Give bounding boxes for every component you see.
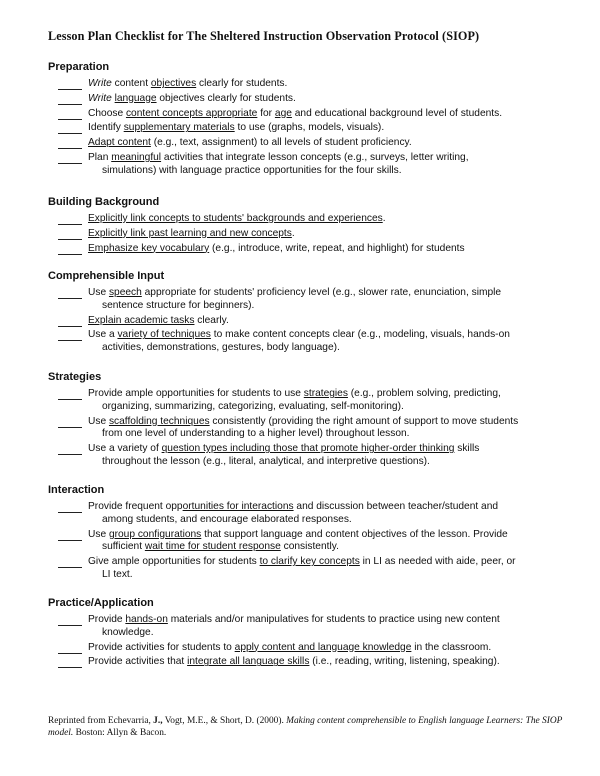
checklist-item: Explicitly link concepts to students' backgrounds and experiences. bbox=[48, 213, 588, 226]
checklist-item: Provide hands-on materials and/or manipulatives for students to practice using new content knowledge. bbox=[48, 614, 588, 640]
checkbox-blank[interactable] bbox=[58, 137, 82, 149]
checkbox-blank[interactable] bbox=[58, 501, 82, 513]
checkbox-blank[interactable] bbox=[58, 642, 82, 654]
checkbox-blank[interactable] bbox=[58, 443, 82, 455]
checklist-item: Provide activities that integrate all language skills (i.e., reading, writing, listening, speaking). bbox=[48, 656, 588, 669]
checklist-item: Emphasize key vocabulary (e.g., introduce, write, repeat, and highlight) for students bbox=[48, 243, 588, 256]
checkbox-blank[interactable] bbox=[58, 315, 82, 327]
checklist-item: Explicitly link past learning and new concepts. bbox=[48, 228, 588, 241]
section-interaction bbox=[48, 484, 588, 584]
checkbox-blank[interactable] bbox=[58, 329, 82, 341]
checklist-item: Provide ample opportunities for students to use strategies (e.g., problem solving, predicting, organizing, summarizing, categorizing, evaluating, self-monitoring). bbox=[48, 388, 588, 414]
checkbox-blank[interactable] bbox=[58, 228, 82, 240]
checkbox-blank[interactable] bbox=[58, 108, 82, 120]
checklist-item: Use scaffolding techniques consistently (providing the right amount of support to move students from one level of understanding to a higher level) throughout lesson. bbox=[48, 416, 588, 442]
checklist-item: Identify supplementary materials to use (graphs, models, visuals). bbox=[48, 122, 588, 135]
checkbox-blank[interactable] bbox=[58, 388, 82, 400]
checklist-item: Give ample opportunities for students to clarify key concepts in LI as needed with aide, peer, or LI text. bbox=[48, 556, 588, 582]
checkbox-blank[interactable] bbox=[58, 213, 82, 225]
checkbox-blank[interactable] bbox=[58, 287, 82, 299]
section-comprehensible-input bbox=[48, 270, 588, 357]
checklist-item: Explain academic tasks clearly. bbox=[48, 315, 588, 328]
section-building-background bbox=[48, 196, 588, 257]
checkbox-blank[interactable] bbox=[58, 529, 82, 541]
section-practice-application bbox=[48, 597, 588, 671]
checklist-item: Provide activities for students to apply content and language knowledge in the classroom. bbox=[48, 642, 588, 655]
section-heading: Practice/Application bbox=[48, 597, 154, 609]
checklist-item: Use speech appropriate for students' proficiency level (e.g., slower rate, enunciation, simple sentence structure for beginners). bbox=[48, 287, 588, 313]
checklist-item: Plan meaningful activities that integrate lesson concepts (e.g., surveys, letter writing, simulations) with language practice opportunities for the four skills. bbox=[48, 152, 588, 178]
checklist-item: Adapt content (e.g., text, assignment) to all levels of student proficiency. bbox=[48, 137, 588, 150]
section-heading: Comprehensible Input bbox=[48, 270, 165, 282]
checklist-item: Write language objectives clearly for students. bbox=[48, 93, 588, 106]
section-heading: Interaction bbox=[48, 484, 105, 496]
citation-footer: Reprinted from Echevarria, J., Vogt, M.E., & Short, D. (2000). Making content comprehensible to English language Learners: The SIOP model. Boston: Allyn & Bacon. bbox=[48, 716, 563, 738]
checkbox-blank[interactable] bbox=[58, 78, 82, 90]
section-heading: Preparation bbox=[48, 61, 110, 73]
checklist-item: Use a variety of techniques to make content concepts clear (e.g., modeling, visuals, hands-on activities, demonstrations, gestures, body language). bbox=[48, 329, 588, 355]
checklist-item: Use group configurations that support language and content objectives of the lesson. Provide sufficient wait time for student response consistently. bbox=[48, 529, 588, 555]
section-preparation bbox=[48, 61, 588, 180]
checkbox-blank[interactable] bbox=[58, 416, 82, 428]
checklist-item: Choose content concepts appropriate for age and educational background level of students. bbox=[48, 108, 588, 121]
checkbox-blank[interactable] bbox=[58, 556, 82, 568]
checkbox-blank[interactable] bbox=[58, 656, 82, 668]
checkbox-blank[interactable] bbox=[58, 93, 82, 105]
checkbox-blank[interactable] bbox=[58, 243, 82, 255]
section-heading: Building Background bbox=[48, 196, 160, 208]
checklist-item: Provide frequent opportunities for interactions and discussion between teacher/student and among students, and encourage elaborated responses. bbox=[48, 501, 588, 527]
section-heading: Strategies bbox=[48, 371, 102, 383]
checklist-item: Use a variety of question types including those that promote higher-order thinking skills throughout the lesson (e.g., literal, analytical, and interpretive questions). bbox=[48, 443, 588, 469]
section-strategies bbox=[48, 371, 588, 471]
page-title: Lesson Plan Checklist for The Sheltered Instruction Observation Protocol (SIOP) bbox=[48, 29, 480, 43]
checkbox-blank[interactable] bbox=[58, 152, 82, 164]
checklist-item: Write content objectives clearly for students. bbox=[48, 78, 588, 91]
checkbox-blank[interactable] bbox=[58, 122, 82, 134]
checkbox-blank[interactable] bbox=[58, 614, 82, 626]
